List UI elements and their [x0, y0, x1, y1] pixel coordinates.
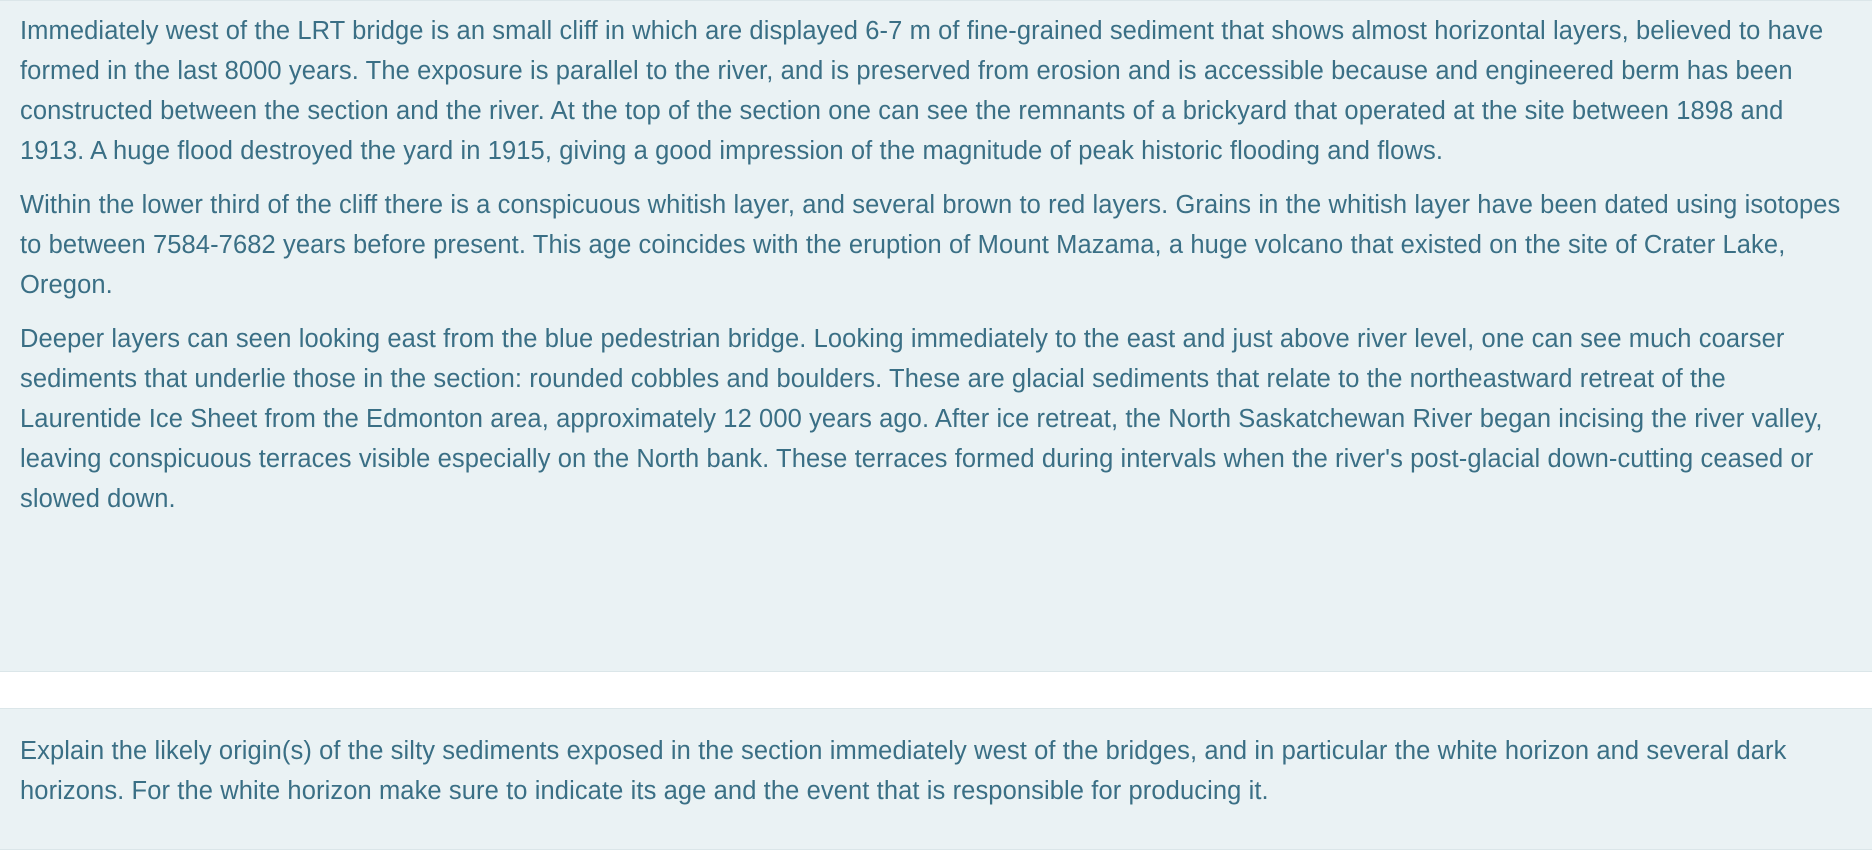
question-prompt-text: Explain the likely origin(s) of the silty sediments exposed in the section immediately west of the bridges, and in particular the white horizon and several dark horizons. For the white horizon make sure to indicate its age and the event that is responsible for producing it.	[20, 737, 1787, 805]
description-paragraph-1: Immediately west of the LRT bridge is an small cliff in which are displayed 6-7 m of fine-grained sediment that shows almost horizontal layers, believed to have formed in the last 8000 years. The exposure is parallel to the river, and is preserved from erosion and is accessible because and engineered berm has been constructed between the section and the river. At the top of the section one can see the remnants of a brickyard that operated at the site between 1898 and 1913. A huge flood destroyed the yard in 1915, giving a good impression of the magnitude of peak historic flooding and flows.	[20, 17, 1824, 165]
panel-separator	[0, 672, 1872, 708]
question-prompt-panel	[0, 708, 1872, 850]
description-paragraph-2: Within the lower third of the cliff there is a conspicuous whitish layer, and several brown to red layers. Grains in the whitish layer have been dated using isotopes to between 7584-7682 years before present. This age coincides with the eruption of Mount Mazama, a huge volcano that existed on the site of Crater Lake, Oregon.	[20, 191, 1841, 299]
description-paragraph-3: Deeper layers can seen looking east from the blue pedestrian bridge. Looking immediately to the east and just above river level, one can see much coarser sediments that underlie those in the section: rounded cobbles and boulders. These are glacial sediments that relate to the northeastward retreat of the Laurentide Ice Sheet from the Edmonton area, approximately 12 000 years ago. After ice retreat, the North Saskatchewan River began incising the river valley, leaving conspicuous terraces visible especially on the North bank. These terraces formed during intervals when the river's post-glacial down-cutting ceased or slowed down.	[20, 325, 1823, 513]
